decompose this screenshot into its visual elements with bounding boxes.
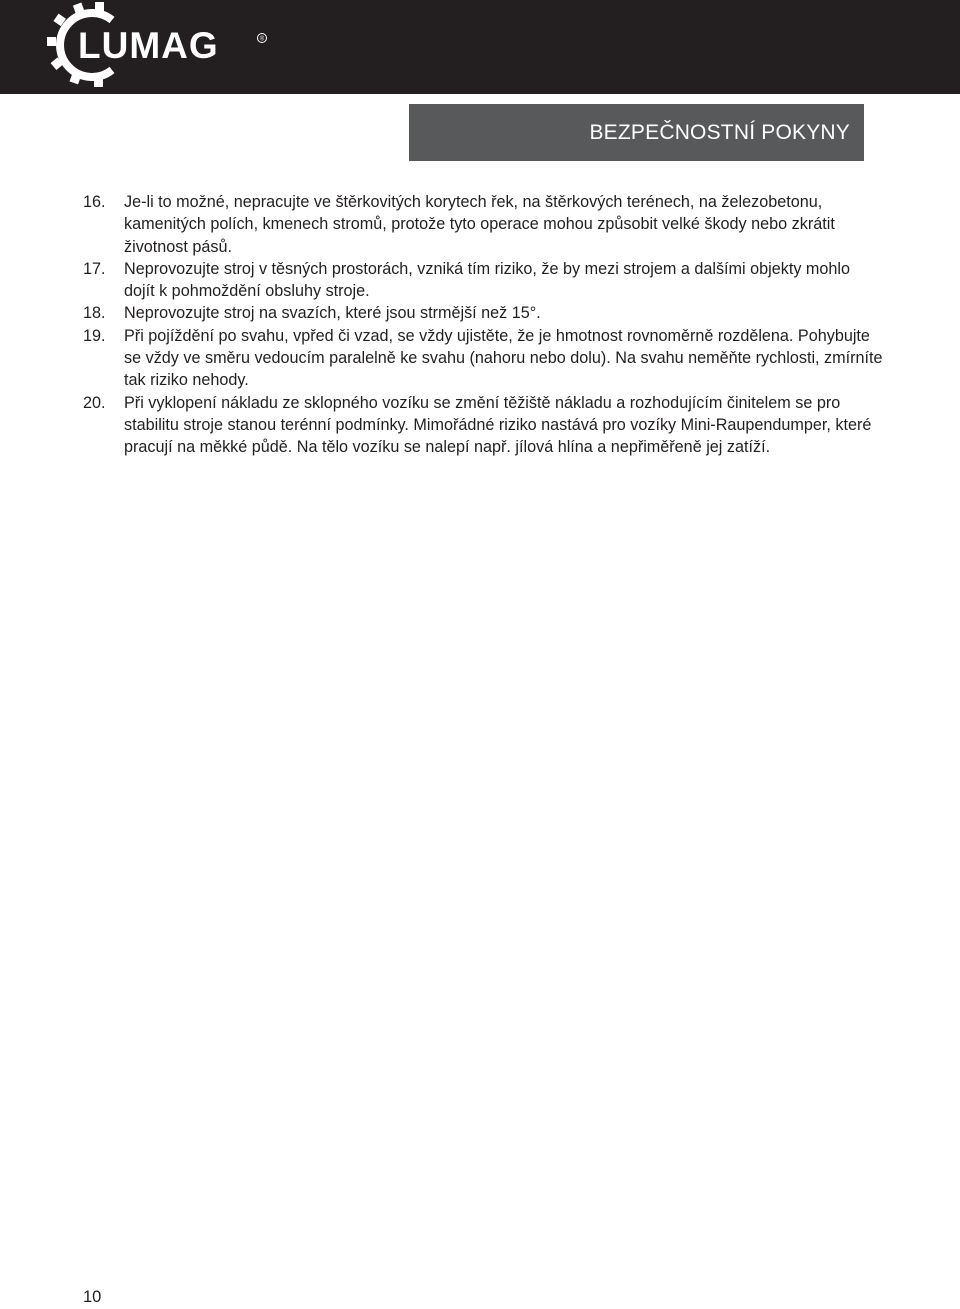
item-number: 17. (83, 259, 106, 278)
section-title: BEZPEČNOSTNÍ POKYNY (589, 120, 850, 144)
item-text: Je-li to možné, nepracujte ve štěrkovitých korytech řek, na štěrkových terénech, na železobetonu, kamenitých polích, kmenech stromů, protože tyto operace mohou způsobit velké škody nebo zkrátit životnost pásů. (124, 193, 835, 256)
item-number: 18. (83, 304, 106, 323)
list-item (83, 392, 883, 459)
item-text: Neprovozujte stroj na svazích, které jsou strmější než 15°. (124, 304, 541, 323)
item-text: Neprovozujte stroj v těsných prostorách, vzniká tím riziko, že by mezi strojem a dalšími objekty mohlo dojít k pohmoždění obsluhy stroje. (124, 259, 851, 301)
header-bar (0, 0, 960, 94)
section-title-box (409, 104, 864, 161)
item-number: 19. (83, 326, 106, 345)
svg-text:®: ® (259, 36, 265, 43)
list-item (83, 191, 883, 258)
svg-text:LUMAG: LUMAG (78, 25, 219, 66)
lumag-logo (44, 0, 284, 90)
list-item (83, 302, 883, 324)
item-text: Při vyklopení nákladu ze sklopného vozíku se změní těžiště nákladu a rozhodujícím činitelem se pro stabilitu stroje stanou terénní podmínky. Mimořádné riziko nastává pro vozíky Mini-Raupendumper, které pracují na měkké půdě. Na tělo vozíku se nalepí např. jílová hlína a nepřiměřeně jej zatíží. (124, 393, 872, 457)
page-number: 10 (83, 1288, 102, 1306)
safety-instructions-list (83, 191, 883, 459)
item-number: 16. (83, 193, 106, 211)
item-text: Při pojíždění po svahu, vpřed či vzad, se vždy ujistěte, že je hmotnost rovnoměrně rozdělena. Pohybujte se vždy ve směru vedoucím paralelně ke svahu (nahoru nebo dolu). Na svahu neměňte rychlosti, zmírníte tak riziko nehody. (124, 326, 883, 390)
list-item (83, 258, 883, 303)
item-number: 20. (83, 393, 106, 412)
list-item (83, 325, 883, 392)
